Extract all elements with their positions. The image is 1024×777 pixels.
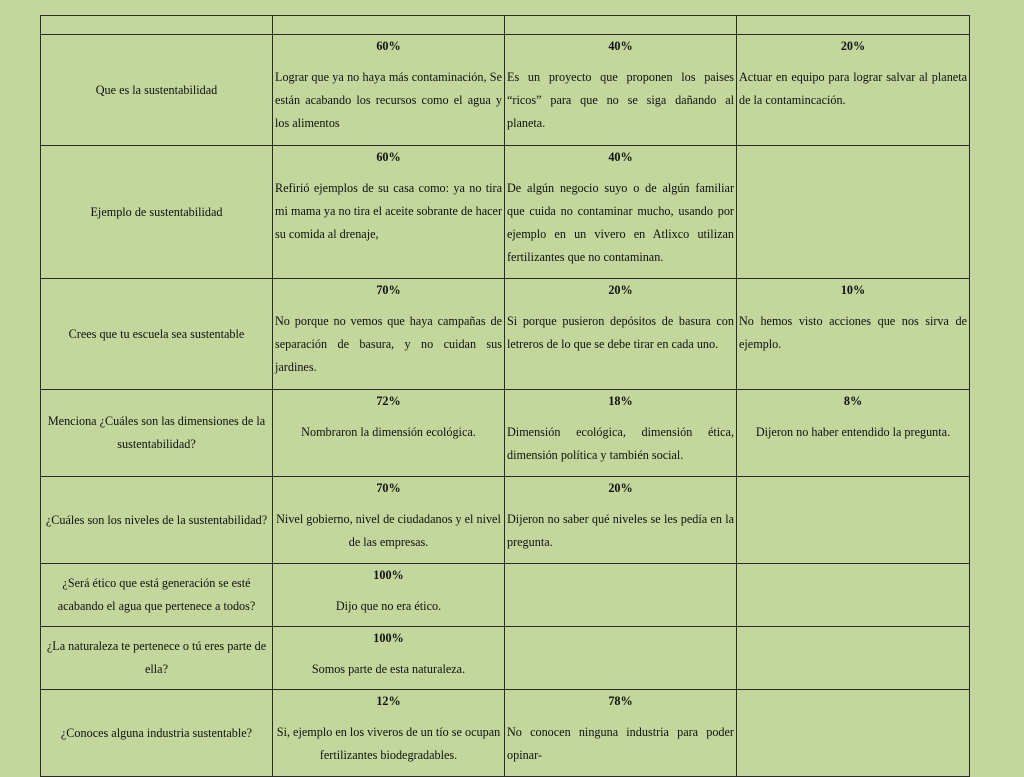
- table-row: [41, 279, 970, 390]
- question-cell: [41, 690, 273, 777]
- question-cell: [41, 390, 273, 477]
- answer-text: De algún negocio suyo o de algún familiar que cuida no contaminar mucho, usando por ejemplo en un vivero en Atlixco utilizan fertilizantes que no contaminan.: [507, 181, 734, 264]
- answer-cell-empty: [737, 627, 970, 690]
- percentage: 8%: [843, 394, 863, 408]
- answer-cell: [273, 690, 505, 777]
- question-text: ¿Cuáles son los niveles de la sustentabilidad?: [45, 512, 268, 527]
- answer-cell: [737, 279, 970, 390]
- table-header-row: [41, 16, 970, 35]
- percentage: 70%: [376, 481, 401, 495]
- table-row: [41, 35, 970, 146]
- percentage: 72%: [376, 394, 401, 408]
- header-cell: [273, 16, 505, 35]
- survey-table-container: [40, 15, 969, 777]
- answer-text: Dijeron no saber qué niveles se les pedía en la pregunta.: [507, 512, 734, 549]
- table-row: [41, 690, 970, 777]
- answer-cell: [273, 35, 505, 146]
- question-cell: [41, 477, 273, 564]
- percentage: 60%: [376, 39, 401, 53]
- table-row: [41, 146, 970, 279]
- answer-cell: [505, 390, 737, 477]
- answer-cell-empty: [737, 564, 970, 627]
- answer-cell: [273, 564, 505, 627]
- answer-cell: [505, 690, 737, 777]
- header-cell: [505, 16, 737, 35]
- answer-cell-empty: [737, 146, 970, 279]
- answer-cell: [273, 390, 505, 477]
- question-text: Menciona ¿Cuáles son las dimensiones de la sustentabilidad?: [47, 414, 266, 451]
- question-text: Crees que tu escuela sea sustentable: [68, 326, 245, 341]
- question-text: ¿La naturaleza te pertenece o tú eres parte de ella?: [46, 639, 267, 676]
- percentage: 20%: [608, 481, 633, 495]
- answer-text: Dijo que no era ético.: [335, 599, 442, 613]
- answer-cell: [505, 279, 737, 390]
- percentage: 60%: [376, 150, 401, 164]
- answer-cell-empty: [505, 627, 737, 690]
- answer-text: Lograr que ya no haya más contaminación, Se están acabando los recursos como el agua y los alimentos: [275, 70, 502, 130]
- table-row: [41, 390, 970, 477]
- percentage: 100%: [373, 568, 404, 582]
- answer-cell: [273, 477, 505, 564]
- question-cell: [41, 279, 273, 390]
- answer-text: Nivel gobierno, nivel de ciudadanos y el nivel de las empresas.: [276, 512, 501, 549]
- answer-cell: [737, 390, 970, 477]
- answer-cell: [273, 279, 505, 390]
- answer-cell: [505, 146, 737, 279]
- answer-text: Si porque pusieron depósitos de basura con letreros de lo que se debe tirar en cada uno.: [507, 314, 734, 351]
- answer-text: Dimensión ecológica, dimensión ética, dimensión política y también social.: [507, 425, 734, 462]
- question-text: ¿Conoces alguna industria sustentable?: [60, 725, 253, 740]
- answer-cell: [505, 477, 737, 564]
- answer-text: Es un proyecto que proponen los paises “ricos” para que no se siga dañando al planeta.: [507, 70, 734, 130]
- percentage: 78%: [608, 694, 633, 708]
- table-row: [41, 627, 970, 690]
- answer-text: No hemos visto acciones que nos sirva de ejemplo.: [739, 314, 967, 351]
- question-cell: [41, 35, 273, 146]
- percentage: 40%: [608, 150, 633, 164]
- percentage: 70%: [376, 283, 401, 297]
- answer-cell-empty: [505, 564, 737, 627]
- percentage: 20%: [608, 283, 633, 297]
- answer-text: Dijeron no haber entendido la pregunta.: [755, 425, 951, 439]
- question-cell: [41, 564, 273, 627]
- percentage: 40%: [608, 39, 633, 53]
- answer-text: No conocen ninguna industria para poder opinar-: [507, 725, 734, 762]
- percentage: 10%: [840, 283, 866, 297]
- answer-cell: [273, 627, 505, 690]
- question-text: Que es la sustentabilidad: [95, 82, 218, 97]
- answer-text: Si, ejemplo en los viveros de un tío se ocupan fertilizantes biodegradables.: [276, 725, 501, 762]
- question-text: ¿Será ético que está generación se esté acabando el agua que pertenece a todos?: [57, 576, 256, 613]
- percentage: 100%: [373, 631, 404, 645]
- header-cell: [41, 16, 273, 35]
- answer-cell-empty: [737, 690, 970, 777]
- percentage: 12%: [376, 694, 401, 708]
- question-cell: [41, 146, 273, 279]
- table-row: [41, 564, 970, 627]
- percentage: 18%: [608, 394, 633, 408]
- answer-text: Somos parte de esta naturaleza.: [311, 662, 466, 676]
- answer-text: No porque no vemos que haya campañas de separación de basura, y no cuidan sus jardines.: [275, 314, 502, 374]
- answer-text: Refirió ejemplos de su casa como: ya no tira mi mama ya no tira el aceite sobrante de hacer su comida al drenaje,: [275, 181, 502, 241]
- answer-cell: [273, 146, 505, 279]
- answer-text: Actuar en equipo para lograr salvar al planeta de la contamincación.: [739, 70, 967, 107]
- table-row: [41, 477, 970, 564]
- answer-text: Nombraron la dimensión ecológica.: [301, 425, 476, 439]
- answer-cell-empty: [737, 477, 970, 564]
- answer-cell: [737, 35, 970, 146]
- answer-cell: [505, 35, 737, 146]
- header-cell: [737, 16, 970, 35]
- question-text: Ejemplo de sustentabilidad: [90, 204, 223, 219]
- question-cell: [41, 627, 273, 690]
- percentage: 20%: [840, 39, 866, 53]
- survey-results-table: [40, 15, 970, 777]
